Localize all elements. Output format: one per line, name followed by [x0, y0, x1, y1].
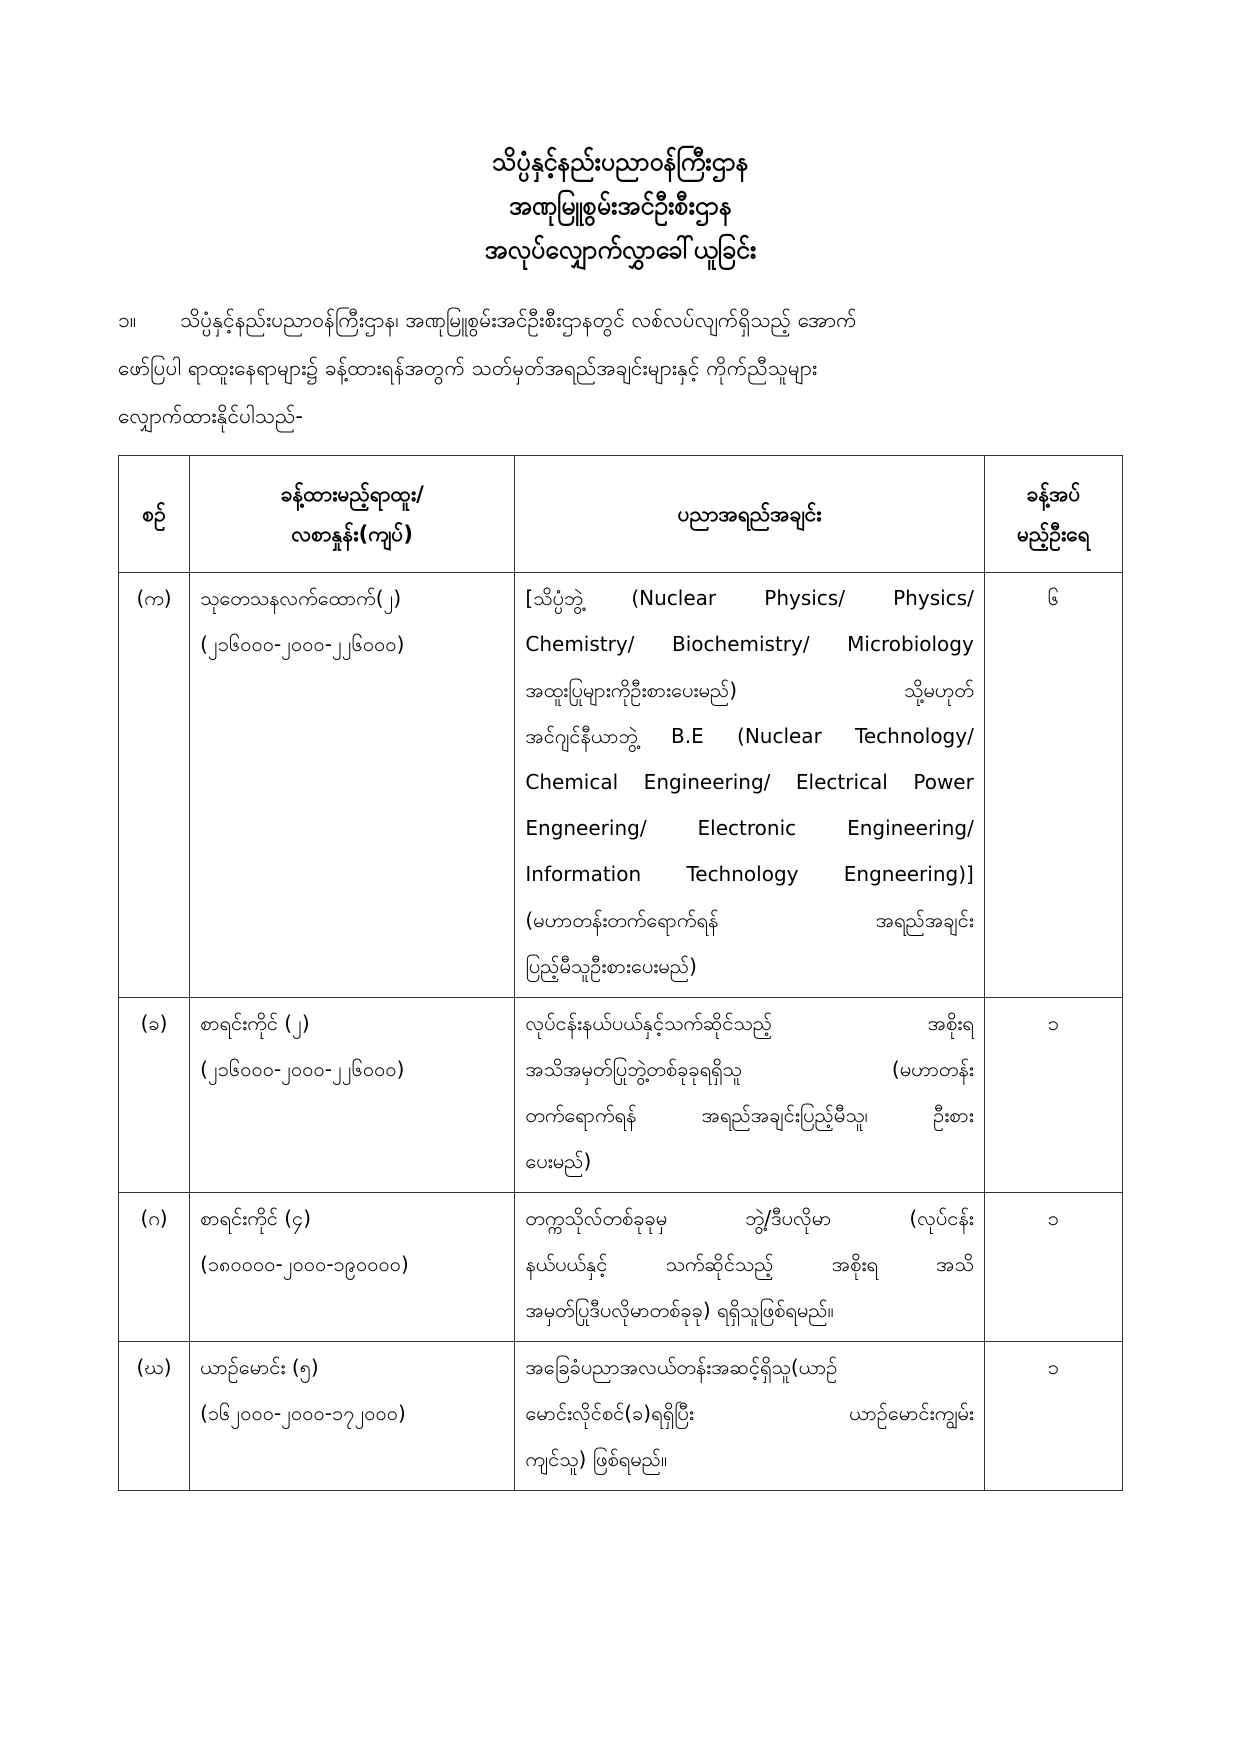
- table-body: [119, 573, 1123, 1491]
- row-vacancy-count: ၆: [984, 573, 1122, 998]
- row-serial-number: (က): [119, 573, 190, 998]
- qualification-line: ပြည့်မီသူဦးစားပေးမည်): [525, 954, 697, 978]
- document-title: [0, 140, 1241, 272]
- row-qualification: [515, 998, 984, 1193]
- row-post-salary: [190, 573, 515, 998]
- row-vacancy-count: ၁: [984, 1193, 1122, 1342]
- row-vacancy-count: ၁: [984, 998, 1122, 1193]
- salary-scale: (၂၁၆၀၀၀-၂၀၀၀-၂၂၆၀၀၀): [200, 632, 405, 656]
- qualification-line: တက်ရောက်ရန် အရည်အချင်းပြည့်မီသူ၊ ဦးစား: [525, 1103, 974, 1127]
- row-serial-number: (ဃ): [119, 1342, 190, 1491]
- table-row: [119, 573, 1123, 998]
- qualification-line: အထူးပြုများကိုဦးစားပေးမည်) သို့မဟုတ်: [525, 678, 974, 702]
- header-count-line: ခန့်အပ်: [1026, 482, 1081, 506]
- department-title: အဏုမြူစွမ်းအင်ဦးစီးဌာန: [508, 191, 733, 220]
- post-title: ယာဉ်မောင်း (၅): [200, 1355, 319, 1379]
- ministry-title: သိပ္ပံနှင့်နည်းပညာဝန်ကြီးဌာန: [492, 147, 749, 176]
- row-post-salary: [190, 998, 515, 1193]
- salary-scale: (၂၁၆၀၀၀-၂၀၀၀-၂၂၆၀၀၀): [200, 1057, 405, 1081]
- row-qualification: [515, 1342, 984, 1491]
- qualification-line: (မဟာတန်းတက်ရောက်ရန် အရည်အချင်း: [525, 908, 974, 932]
- table-row: [119, 998, 1123, 1193]
- qualification-line: [သိပ္ပံဘွဲ့ (Nuclear Physics/ Physics/: [525, 586, 974, 610]
- header-count-line: မည့်ဦးရေ: [1017, 522, 1090, 546]
- table-row: [119, 1342, 1123, 1491]
- row-post-salary: [190, 1342, 515, 1491]
- intro-line: ဖော်ပြပါ ရာထူးနေရာများ၌ ခန့်ထားရန်အတွက် သတ်မှတ်အရည်အချင်းများနှင့် ကိုက်ညီသူများ: [118, 356, 818, 380]
- qualification-line: Information Technology Engneering)]: [525, 862, 974, 886]
- qualification-line: ပေးမည်): [525, 1149, 592, 1173]
- qualification-line: ကျင်သူ) ဖြစ်ရမည်။: [525, 1447, 668, 1471]
- post-title: စာရင်းကိုင် (၄): [200, 1206, 312, 1230]
- vacancy-table: [118, 455, 1123, 1491]
- header-salary-line: လစာနှုန်း(ကျပ်): [291, 522, 413, 546]
- row-qualification: [515, 1193, 984, 1342]
- qualification-line: အမှတ်ပြုဒီပလိုမာတစ်ခုခု) ရရှိသူဖြစ်ရမည်။: [525, 1298, 834, 1322]
- intro-line: သိပ္ပံနှင့်နည်းပညာဝန်ကြီးဌာန၊ အဏုမြူစွမ်းအင်ဦးစီးဌာနတွင် လစ်လပ်လျက်ရှိသည့် အောက်: [180, 308, 857, 332]
- header-qualification: ပညာအရည်အချင်း: [515, 456, 984, 573]
- qualification-line: အင်ဂျင်နီယာဘွဲ့ B.E (Nuclear Technology/: [525, 724, 974, 748]
- qualification-line: Chemical Engineering/ Electrical Power: [525, 770, 974, 794]
- qualification-line: လုပ်ငန်းနယ်ပယ်နှင့်သက်ဆိုင်သည့် အစိုးရ: [525, 1011, 974, 1035]
- header-vacancy-count: [984, 456, 1122, 573]
- header-post-line: ခန့်ထားမည့်ရာထူး/: [280, 482, 424, 506]
- header-post-salary: [190, 456, 515, 573]
- row-serial-number: (ဂ): [119, 1193, 190, 1342]
- header-serial-number: စဉ်: [119, 456, 190, 573]
- qualification-line: မောင်းလိုင်စင်(ခ)ရရှိပြီး ယာဉ်မောင်းကျွမ်း: [525, 1401, 974, 1425]
- qualification-line: Engneering/ Electronic Engineering/: [525, 816, 974, 840]
- row-qualification: [515, 573, 984, 998]
- announcement-title: အလုပ်လျှောက်လွှာခေါ်ယူခြင်း: [484, 235, 757, 264]
- qualification-line: Chemistry/ Biochemistry/ Microbiology: [525, 632, 974, 656]
- row-vacancy-count: ၁: [984, 1342, 1122, 1491]
- qualification-line: နယ်ပယ်နှင့် သက်ဆိုင်သည့် အစိုးရ အသိ: [525, 1252, 974, 1276]
- row-serial-number: (ခ): [119, 998, 190, 1193]
- salary-scale: (၁၈၀၀၀၀-၂၀၀၀-၁၉၀၀၀၀): [200, 1252, 409, 1276]
- post-title: စာရင်းကိုင် (၂): [200, 1011, 310, 1035]
- table-row: [119, 1193, 1123, 1342]
- table-header-row: [119, 456, 1123, 573]
- intro-line: လျှောက်ထားနိုင်ပါသည်-: [118, 404, 303, 428]
- qualification-line: အခြေခံပညာအလယ်တန်းအဆင့်ရှိသူ(ယာဉ်: [525, 1355, 838, 1379]
- row-post-salary: [190, 1193, 515, 1342]
- intro-paragraph: [118, 296, 1128, 440]
- post-title: သုတေသနလက်ထောက်(၂): [200, 586, 402, 610]
- qualification-line: တက္ကသိုလ်တစ်ခုခုမှ ဘွဲ့/ဒီပလိုမာ (လုပ်ငန်း: [525, 1206, 974, 1230]
- qualification-line: အသိအမှတ်ပြုဘွဲ့တစ်ခုခုရရှိသူ (မဟာတန်း: [525, 1057, 974, 1081]
- paragraph-number: ၁။: [118, 308, 137, 332]
- salary-scale: (၁၆၂၀၀၀-၂၀၀၀-၁၇၂၀၀၀): [200, 1401, 406, 1425]
